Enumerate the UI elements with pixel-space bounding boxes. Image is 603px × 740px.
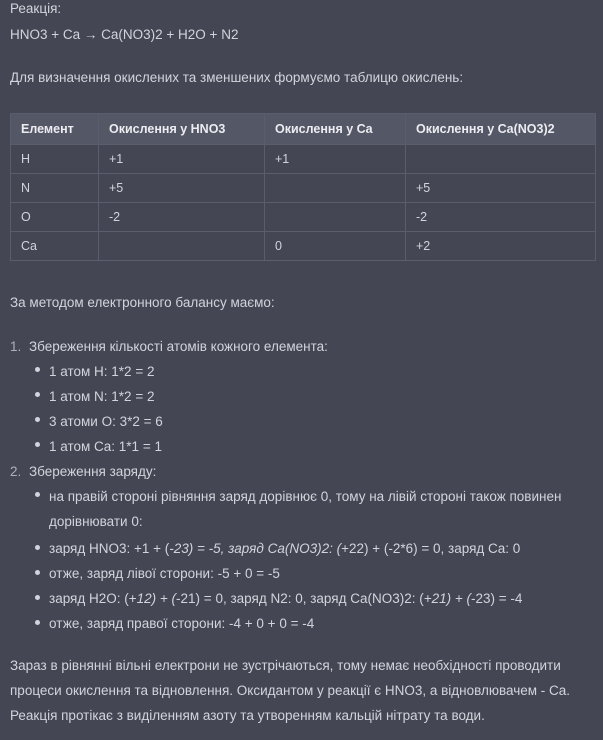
bullet-dot — [35, 545, 40, 550]
reaction-equation: HNO3 + Ca → Ca(NO3)2 + H2O + N2 — [10, 27, 239, 42]
text-span: -21) = 0, заряд N2: 0, заряд Ca(NO3)2: ( — [176, 591, 424, 606]
header-ca: Окислення у Ca — [265, 114, 406, 145]
bullet-dot — [35, 570, 40, 575]
list-item-title: Збереження кількості атомів кожного елемента: — [29, 339, 328, 354]
table-intro: Для визначення окислених та зменшених формуємо таблицю окислень: — [10, 70, 464, 85]
list-item-title: Збереження заряду: — [29, 464, 157, 479]
bullet-dot — [35, 442, 40, 447]
italic-span: -23) = -5, заряд Ca(NO3)2: ( — [169, 541, 342, 556]
table-cell: -2 — [99, 203, 265, 232]
italic-span: 12) + ( — [136, 591, 177, 606]
text-span: заряд HNO3: +1 + ( — [49, 541, 170, 556]
list-item: 1 атом H: 1*2 = 2 — [49, 364, 155, 379]
list-number: 2. — [10, 464, 22, 479]
reaction-label: Реакція: — [10, 1, 62, 16]
list-item: отже, заряд правої сторони: -4 + 0 + 0 = -4 — [49, 616, 315, 631]
table-cell: +5 — [99, 174, 265, 203]
bullet-dot — [35, 392, 40, 397]
table-cell — [265, 203, 406, 232]
bullet-dot — [35, 492, 40, 497]
table-cell: +5 — [406, 174, 596, 203]
table-cell — [406, 145, 596, 174]
text-span: +22) + (-2*6) = 0, заряд Ca: 0 — [341, 541, 521, 556]
header-element: Елемент — [11, 114, 99, 145]
method-text: За методом електронного балансу маємо: — [10, 295, 275, 310]
table-cell: Ca — [11, 232, 99, 261]
bullet-dot — [35, 595, 40, 600]
table-cell — [265, 174, 406, 203]
list-item: отже, заряд лівої сторони: -5 + 0 = -5 — [49, 566, 280, 581]
table-cell: +1 — [265, 145, 406, 174]
bullet-dot — [35, 620, 40, 625]
list-item — [49, 541, 520, 556]
list-number: 1. — [10, 339, 22, 354]
header-cano32: Окислення у Ca(NO3)2 — [406, 114, 596, 145]
header-hno3: Окислення у HNO3 — [99, 114, 265, 145]
table-cell: -2 — [406, 203, 596, 232]
table-row — [11, 174, 596, 203]
list-item: 1 атом Ca: 1*1 = 1 — [49, 439, 162, 454]
table-row — [11, 232, 596, 261]
table-cell: +2 — [406, 232, 596, 261]
list-item — [49, 591, 522, 606]
table-row — [11, 203, 596, 232]
text-span: -23) = -4 — [471, 591, 523, 606]
table-cell — [99, 232, 265, 261]
oxidation-table — [10, 113, 596, 261]
text-span: заряд H2O: (+ — [49, 591, 137, 606]
conclusion-paragraph: Зараз в рівнянні вільні електрони не зустрічаються, тому немає необхідності проводити процеси окислення та відновлення. Оксидантом у реакції є HNO3, а відновлювачем - Ca. Реакція протікає з виділенням азоту та утворенням кальцій нітрату та води. — [10, 658, 571, 723]
table-header-row — [11, 114, 596, 145]
list-item: 1 атом N: 1*2 = 2 — [49, 389, 155, 404]
bullet-dot — [35, 417, 40, 422]
table-cell: 0 — [265, 232, 406, 261]
list-item: на правій стороні рівняння заряд дорівнює 0, тому на лівій стороні також повинен дорівнювати 0: — [49, 489, 562, 529]
list-item: 3 атоми O: 3*2 = 6 — [49, 414, 163, 429]
table-cell: H — [11, 145, 99, 174]
table-cell: N — [11, 174, 99, 203]
italic-span: +21) + ( — [423, 591, 471, 606]
table-cell: +1 — [99, 145, 265, 174]
table-cell: O — [11, 203, 99, 232]
table-row — [11, 145, 596, 174]
bullet-dot — [35, 367, 40, 372]
